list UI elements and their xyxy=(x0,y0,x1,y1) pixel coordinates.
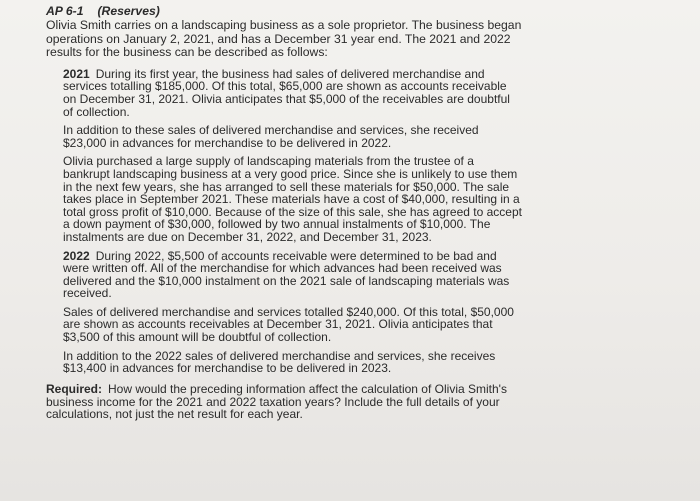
paragraph-2022-advances: In addition to the 2022 sales of delivered merchandise and services, she receives $13,400 in advances for merchandise to be delivered in 2023. xyxy=(63,348,496,376)
year-label-2021: 2021 xyxy=(63,66,90,81)
required-text: How would the preceding information affect the calculation of Olivia Smith's business income for the 2021 and 2022 taxation years? Include the full details of your calculations, not just the net result for each year. xyxy=(46,381,507,422)
problem-code: AP 6-1 xyxy=(46,4,84,18)
paragraph-2021-advances: In addition to these sales of delivered merchandise and services, she received $23,000 in advances for merchandise to be delivered in 2022. xyxy=(63,123,479,150)
required-question xyxy=(46,383,526,421)
paragraph-2021-sales xyxy=(63,68,523,118)
paragraph-text: During 2022, $5,500 of accounts receivable were determined to be bad and were written off. All of the merchandise for which advances had been received was delivered and the $10,000 instalment on the 2021 sale of landscaping materials was received. xyxy=(63,248,510,301)
problem-heading xyxy=(46,4,688,18)
paragraph-2021-materials-sale: Olivia purchased a large supply of landscaping materials from the trustee of a bankrupt landscaping business at a very good price. Since she is unlikely to use them in the next few years, she has arranged to sell these materials for $50,000. The sale takes place in September 2021. These materials have a cost of $40,000, resulting in a total gross profit of $10,000. Because of the size of this sale, she has agreed to accept a down payment of $30,000, followed by two annual instalments of $10,000. The instalments are due on December 31, 2022, and December 31, 2023. xyxy=(63,154,522,244)
year-label-2022: 2022 xyxy=(63,248,90,263)
problem-title: (Reserves) xyxy=(97,4,160,18)
paragraph-2022-sales: Sales of delivered merchandise and services totalled $240,000. Of this total, $50,000 are shown as accounts receivables at December 31, 2021. Olivia anticipates that $3,500 of this amount will be doubtful of collection. xyxy=(63,304,514,345)
paragraph-2022-bad-debts xyxy=(63,250,523,300)
problem-intro: Olivia Smith carries on a landscaping business as a sole proprietor. The business began operations on January 2, 2021, and has a December 31 year end. The 2021 and 2022 results for the business can be described as follows: xyxy=(46,18,522,60)
problem-details xyxy=(63,68,523,375)
required-label: Required: xyxy=(46,381,103,396)
paragraph-text: During its first year, the business had sales of delivered merchandise and services totalling $185,000. Of this total, $65,000 are shown as accounts receivable on December 31, 2021. Olivia anticipates that $5,000 of the receivables are doubtful of collection. xyxy=(63,66,510,119)
